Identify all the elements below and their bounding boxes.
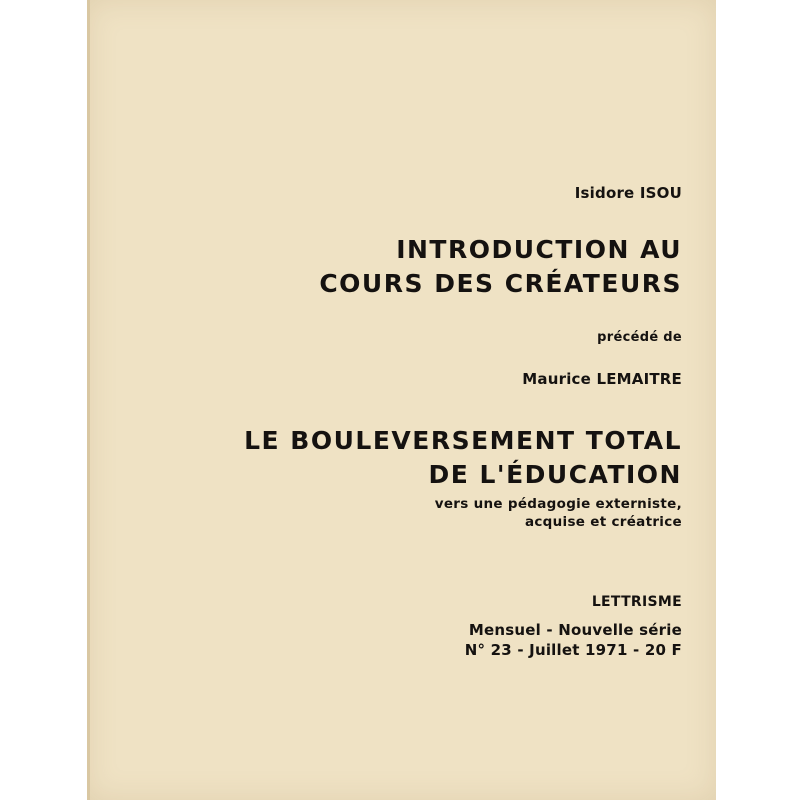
issue-line-1: Mensuel - Nouvelle série — [468, 621, 682, 639]
author-lemaitre — [522, 370, 682, 388]
title-line-1: INTRODUCTION AU — [396, 235, 682, 264]
title-line-2: COURS DES CRÉATEURS — [319, 269, 682, 298]
book-cover — [87, 0, 716, 800]
author-isou — [575, 184, 682, 202]
magazine-name: LETTRISME — [591, 594, 682, 610]
issue-info — [465, 620, 682, 660]
preceded-by: précédé de — [597, 330, 682, 345]
issue-line-2: N° 23 - Juillet 1971 - 20 F — [464, 641, 682, 659]
subtitle — [435, 495, 682, 531]
title-bouleversement — [244, 424, 682, 492]
subtitle-line-1: vers une pédagogie externiste, — [434, 496, 682, 512]
title-line-2: DE L'ÉDUCATION — [428, 460, 682, 489]
title-line-1: LE BOULEVERSEMENT TOTAL — [244, 426, 682, 455]
subtitle-line-2: acquise et créatrice — [524, 514, 682, 530]
author-last-name: LEMAITRE — [596, 370, 682, 388]
title-introduction — [319, 233, 682, 301]
author-first-name: Maurice — [522, 370, 591, 388]
author-first-name: Isidore — [574, 184, 635, 202]
author-last-name: ISOU — [639, 184, 682, 202]
